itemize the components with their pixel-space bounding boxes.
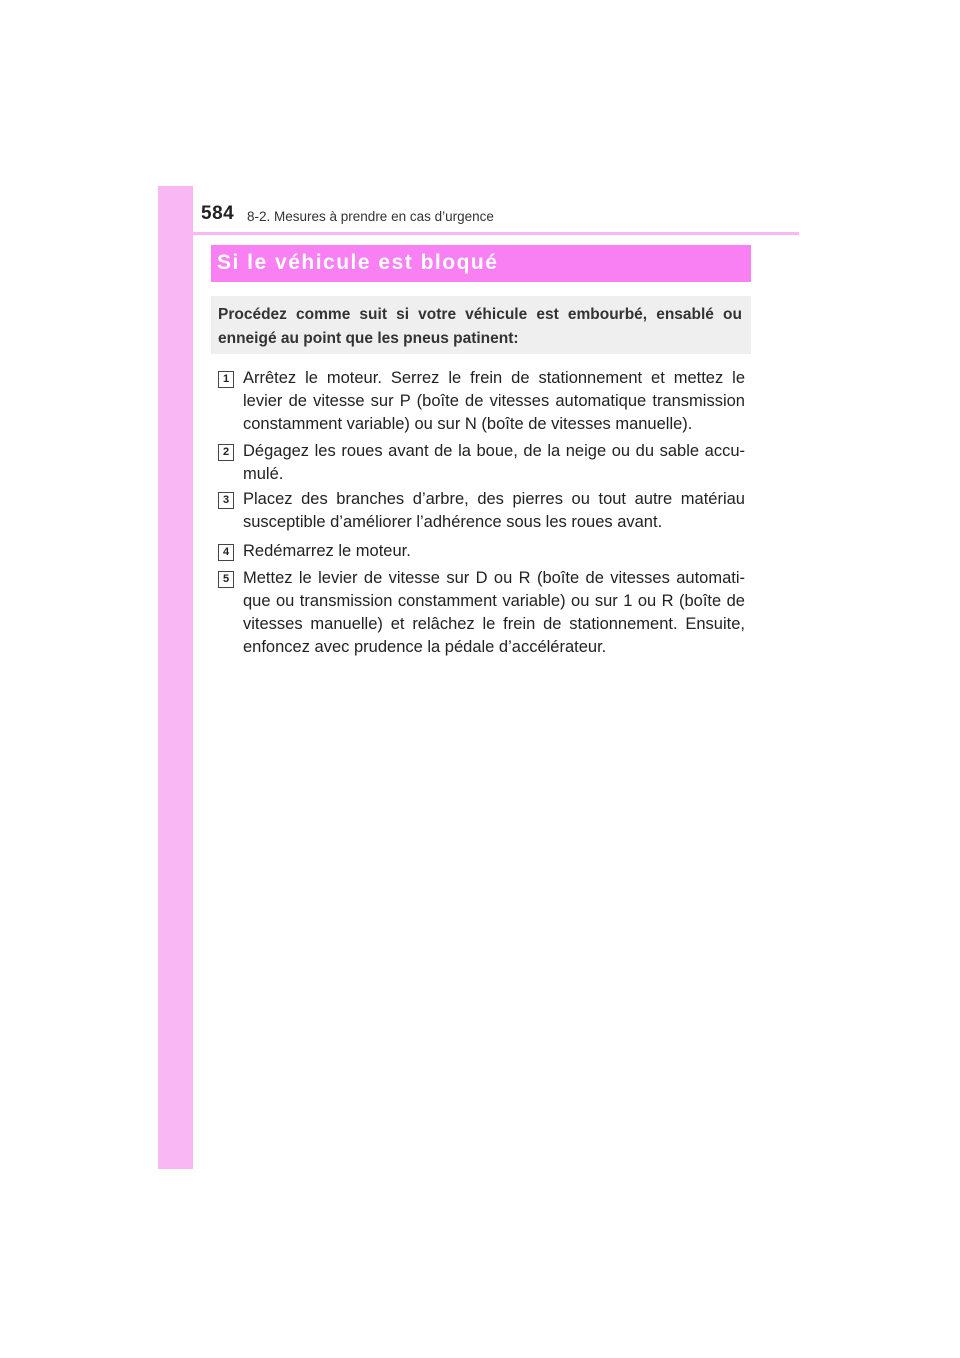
intro-text: Procédez comme suit si votre véhicule est embourbé, ensablé ou enneigé au point que les pneus patinent: [218,306,742,347]
step-text-4: Redémarrez le moteur. [243,542,411,560]
step-number-3: 3 [218,492,234,509]
step-number-1: 1 [218,371,234,388]
step-number-2: 2 [218,444,234,461]
page-number: 584 [201,203,235,224]
section-banner [211,245,751,282]
step-text-3: Placez des branches d’arbre, des pierres ou tout autre matériau susceptible d’améliorer l’adhérence sous les roues avant. [243,490,745,531]
step-text-2: Dégagez les roues avant de la boue, de la neige ou du sable accu-mulé. [243,442,745,483]
step-text-1: Arrêtez le moteur. Serrez le frein de stationnement et mettez le levier de vitesse sur P (boîte de vitesses automatique transmission constamment variable) ou sur N (boîte de vitesses manuelle). [243,369,745,433]
side-color-band [158,186,193,1169]
step-number-5: 5 [218,571,234,588]
intro-box [211,296,751,354]
step-text-5: Mettez le levier de vitesse sur D ou R (boîte de vitesses automati-que ou transmission constamment variable) ou sur 1 ou R (boîte de vitesses manuelle) et relâchez le frein de stationnement. Ensuite, enfoncez avec prudence la pédale d’accélérateur. [243,569,745,656]
header-rule [158,232,799,235]
chapter-title: 8-2. Mesures à prendre en cas d’urgence [247,209,494,224]
section-title: Si le véhicule est bloqué [217,251,499,274]
step-number-4: 4 [218,544,234,561]
